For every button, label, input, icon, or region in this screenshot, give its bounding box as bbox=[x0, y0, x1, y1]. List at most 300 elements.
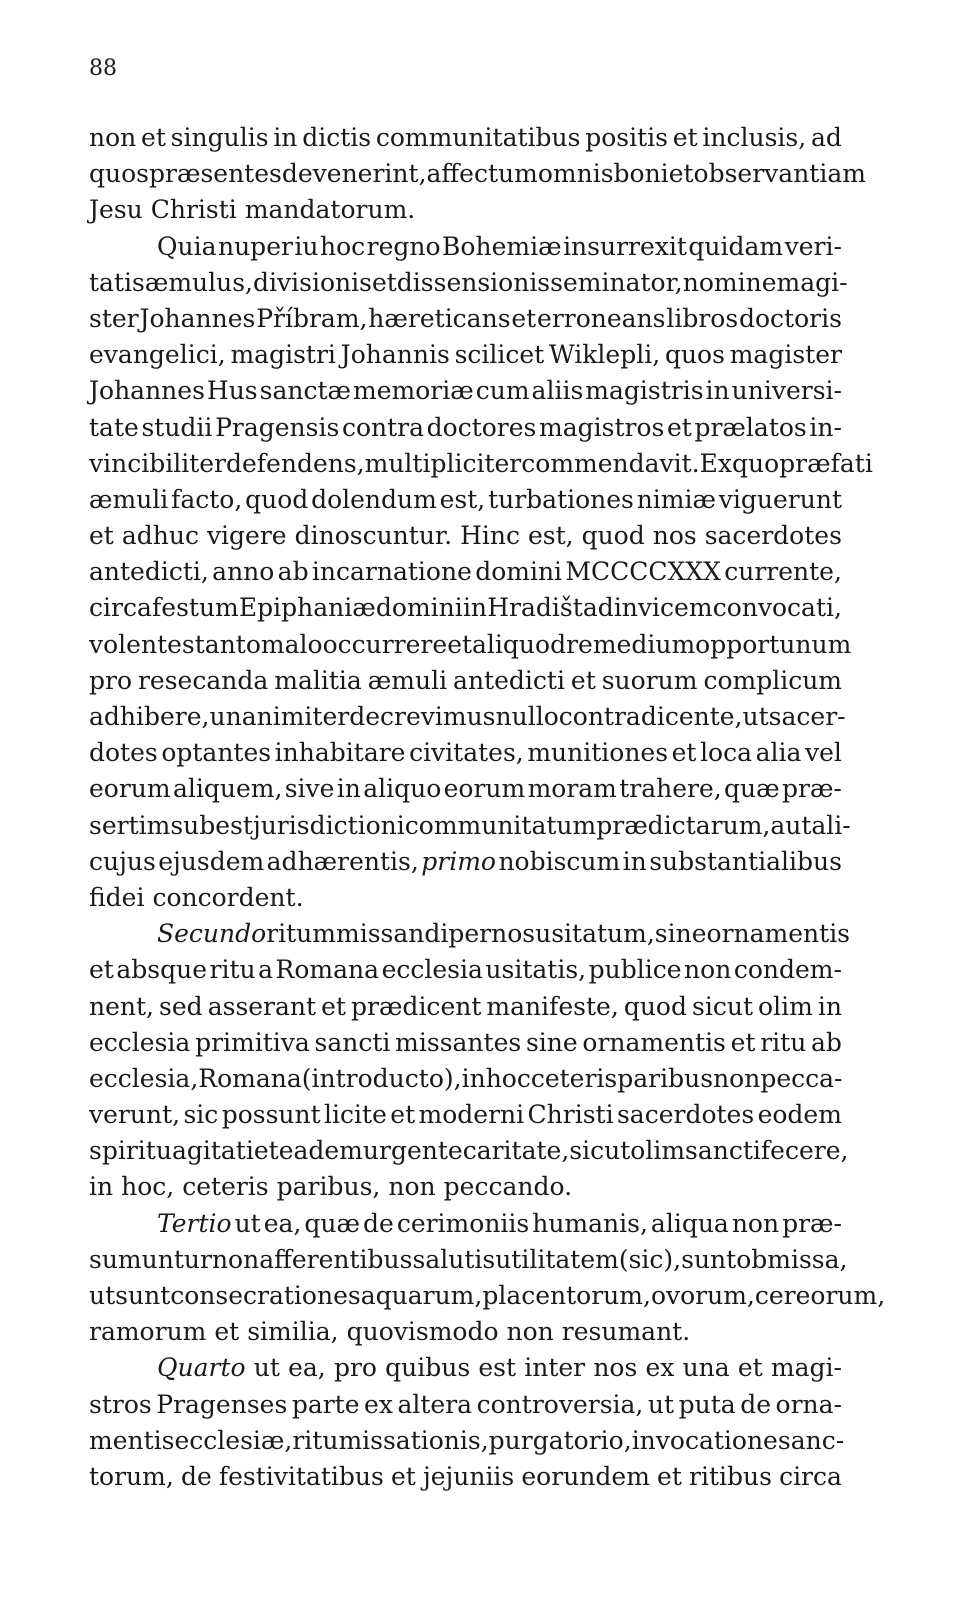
word: aquarum, bbox=[360, 1281, 483, 1310]
word: universi- bbox=[731, 376, 842, 406]
text-line bbox=[89, 1097, 842, 1133]
word: sertim bbox=[89, 810, 171, 840]
word: præfati bbox=[779, 448, 873, 478]
word: et bbox=[89, 521, 114, 551]
text-line bbox=[89, 156, 866, 192]
word: domini bbox=[475, 557, 563, 587]
word: præ- bbox=[782, 1208, 842, 1238]
word: peccando. bbox=[443, 1172, 573, 1202]
word: æmuli bbox=[89, 484, 169, 514]
italic-word: Secundo bbox=[157, 919, 267, 949]
word: et bbox=[672, 123, 698, 152]
word: quæ bbox=[724, 774, 780, 804]
text-line bbox=[89, 482, 842, 518]
word: Romana bbox=[198, 1063, 302, 1093]
word: (introducto), bbox=[301, 1063, 462, 1093]
word: cum bbox=[475, 376, 530, 406]
word: Johannes bbox=[139, 303, 256, 333]
word: nent, bbox=[89, 991, 154, 1021]
word: singulis bbox=[170, 123, 269, 152]
word: sicut bbox=[692, 991, 754, 1021]
word: absque bbox=[116, 955, 207, 985]
word: ornamentis bbox=[706, 919, 851, 949]
word: circa bbox=[89, 593, 152, 623]
word: complicum bbox=[703, 665, 842, 695]
text-line bbox=[89, 844, 842, 880]
word: dissensionis bbox=[396, 267, 551, 297]
word: ut bbox=[647, 1389, 675, 1419]
text-line bbox=[89, 301, 842, 337]
word: antedicti bbox=[453, 665, 565, 695]
word: resumant. bbox=[561, 1317, 691, 1347]
word: ovorum, bbox=[650, 1281, 755, 1310]
word: sine bbox=[654, 919, 707, 949]
word: in bbox=[462, 593, 488, 623]
word: quæ bbox=[304, 1208, 360, 1238]
word: et bbox=[371, 267, 397, 297]
word: nullo bbox=[495, 702, 559, 731]
word: Christi bbox=[527, 1100, 614, 1130]
word: commendavit. bbox=[521, 448, 700, 478]
word: purgatorio, bbox=[488, 1425, 632, 1455]
word: et bbox=[89, 955, 114, 985]
word: quos bbox=[664, 340, 725, 370]
word: aliquo bbox=[363, 774, 442, 804]
word: ritum bbox=[266, 919, 336, 949]
text-line bbox=[89, 590, 842, 626]
text-line bbox=[89, 1350, 842, 1386]
text-line bbox=[89, 1387, 842, 1423]
word: tatis bbox=[89, 267, 145, 297]
word: ut bbox=[253, 1353, 280, 1383]
text-line bbox=[89, 265, 848, 301]
word: in bbox=[273, 123, 298, 152]
word: paribus, bbox=[276, 1172, 381, 1202]
word: hæreticans bbox=[368, 303, 511, 333]
word: et bbox=[666, 412, 692, 442]
word: sunt bbox=[681, 1244, 737, 1274]
word: et bbox=[141, 123, 166, 152]
word: civitates, bbox=[409, 738, 524, 768]
word: ramorum bbox=[89, 1317, 207, 1347]
word: dinoscuntur. bbox=[294, 521, 453, 551]
word: sanctæ bbox=[259, 376, 352, 406]
word: non bbox=[506, 1317, 554, 1347]
word: vel bbox=[804, 738, 842, 768]
word: moram bbox=[527, 774, 617, 804]
word: ut bbox=[234, 1208, 261, 1238]
word: pro bbox=[89, 665, 133, 695]
word: remedium bbox=[566, 629, 696, 659]
word: ea, bbox=[263, 1208, 302, 1238]
word: magi- bbox=[776, 267, 848, 297]
word: in bbox=[89, 1172, 114, 1202]
word: ecclesia, bbox=[89, 1063, 199, 1093]
word: sumuntur bbox=[89, 1244, 212, 1274]
text-line bbox=[89, 627, 852, 663]
word: et bbox=[447, 629, 473, 659]
word: prælatos bbox=[694, 412, 807, 442]
word: ut bbox=[89, 1281, 116, 1310]
word: subest bbox=[170, 810, 253, 840]
word: Pragensis bbox=[215, 412, 340, 442]
word: sacer- bbox=[768, 702, 846, 731]
word: aliquod bbox=[472, 629, 567, 659]
word: Hinc bbox=[460, 521, 520, 551]
italic-word: Quarto bbox=[157, 1353, 246, 1383]
word: in bbox=[622, 846, 647, 876]
text-line bbox=[89, 1242, 848, 1278]
word: de bbox=[180, 1461, 212, 1491]
word: sine bbox=[525, 1027, 578, 1057]
word: doctores bbox=[426, 412, 537, 442]
word: Příbram, bbox=[256, 303, 368, 333]
word: unanimiter bbox=[209, 702, 350, 731]
word: et bbox=[321, 991, 346, 1021]
word: defendens, bbox=[226, 448, 365, 478]
word: sacerdotes bbox=[704, 521, 842, 551]
word: Romana bbox=[275, 955, 380, 985]
word: communitatum bbox=[404, 810, 597, 840]
word: cereorum, bbox=[754, 1281, 886, 1310]
word: non bbox=[89, 123, 137, 152]
word: boni bbox=[613, 159, 669, 189]
word: optantes bbox=[161, 738, 272, 768]
word: hoc bbox=[485, 1063, 531, 1093]
word: contra bbox=[341, 412, 424, 442]
word: puta bbox=[678, 1389, 736, 1419]
word: anno bbox=[212, 557, 275, 587]
word: cujus bbox=[89, 846, 156, 876]
word: sic bbox=[183, 1100, 219, 1130]
word: ecclesiæ, bbox=[174, 1425, 293, 1455]
word: aut bbox=[770, 810, 812, 840]
word: magistris bbox=[585, 376, 704, 406]
word: divisionis bbox=[253, 267, 372, 297]
word: ejusdem bbox=[158, 846, 265, 876]
word: erroneans bbox=[537, 303, 666, 333]
word: memoriæ bbox=[353, 376, 474, 406]
word: quo bbox=[732, 448, 780, 478]
word: tanto bbox=[194, 629, 261, 659]
word: et bbox=[737, 1353, 763, 1383]
word: doctoris bbox=[739, 303, 842, 333]
word: caritate, bbox=[462, 1136, 570, 1166]
word: non bbox=[731, 1208, 780, 1238]
text-line bbox=[89, 1169, 842, 1205]
word: aliis bbox=[531, 376, 584, 406]
word: Johannes bbox=[89, 376, 205, 406]
word: torum, bbox=[89, 1461, 174, 1491]
word: fidei bbox=[89, 882, 145, 912]
word: ecclesia bbox=[89, 1027, 191, 1057]
word: trahere, bbox=[619, 774, 722, 804]
word: magistri bbox=[230, 340, 336, 370]
text-line bbox=[89, 989, 842, 1025]
text-line bbox=[89, 1025, 842, 1061]
word: non bbox=[388, 1172, 436, 1202]
word: devenerint, bbox=[281, 159, 427, 189]
word: primitiva bbox=[195, 1027, 310, 1057]
word: sanc- bbox=[777, 1425, 845, 1455]
word: quod bbox=[581, 521, 645, 551]
word: nimiæ bbox=[636, 484, 716, 514]
word: ornamentis bbox=[582, 1027, 726, 1057]
word: omnis bbox=[537, 159, 614, 189]
word: missantes bbox=[395, 1027, 522, 1057]
word: utilitatem bbox=[495, 1244, 619, 1274]
word: et bbox=[390, 1461, 416, 1491]
word: ali- bbox=[811, 810, 851, 840]
word: manifeste, bbox=[486, 991, 619, 1021]
word: scilicet bbox=[454, 340, 545, 370]
word: ad bbox=[810, 123, 842, 152]
word: Wiklepli, bbox=[549, 340, 661, 370]
text-line bbox=[89, 410, 842, 446]
word: circa bbox=[779, 1461, 842, 1491]
word: æmuli bbox=[367, 665, 448, 695]
word: Ex bbox=[699, 448, 733, 478]
word: ab bbox=[811, 1027, 842, 1057]
word: Quia bbox=[157, 231, 217, 261]
word: et bbox=[253, 1136, 279, 1166]
word: præsentes bbox=[149, 159, 282, 189]
word: MCCCCXXX bbox=[565, 557, 721, 587]
word: sancti bbox=[685, 1136, 761, 1166]
word: libros bbox=[666, 303, 739, 333]
word: opportunum bbox=[695, 629, 852, 659]
word: prædicent bbox=[350, 991, 482, 1021]
word: eadem bbox=[278, 1136, 363, 1166]
word: hoc, bbox=[121, 1172, 175, 1202]
text-line bbox=[89, 337, 842, 373]
word: nuper bbox=[217, 231, 293, 261]
word: ut bbox=[742, 702, 769, 731]
word: nos bbox=[593, 1353, 638, 1383]
word: occurrere bbox=[322, 629, 448, 659]
word: non bbox=[713, 1063, 761, 1093]
word: ceteris bbox=[530, 1063, 618, 1093]
word: eorundem bbox=[521, 1461, 650, 1491]
text-line bbox=[89, 1061, 842, 1097]
word: missa, bbox=[767, 1244, 848, 1274]
word: loca bbox=[700, 738, 753, 768]
word: per bbox=[448, 919, 492, 949]
word: quibus bbox=[385, 1353, 471, 1383]
word: et bbox=[671, 738, 697, 768]
word: dolendum bbox=[311, 484, 437, 514]
page-number: 88 bbox=[89, 56, 117, 81]
word: iu bbox=[294, 231, 319, 261]
word: et bbox=[730, 1027, 756, 1057]
word: veri- bbox=[784, 231, 842, 261]
word: missandi bbox=[336, 919, 449, 949]
text-line bbox=[89, 446, 873, 482]
text-line bbox=[89, 120, 842, 156]
word: nobiscum bbox=[498, 846, 621, 876]
text-line bbox=[89, 735, 842, 771]
word: condem- bbox=[733, 955, 842, 985]
word: mandatorum. bbox=[244, 195, 416, 225]
word: præ- bbox=[781, 774, 842, 804]
word: evangelici, bbox=[89, 340, 226, 370]
text-line bbox=[89, 229, 842, 265]
word: dotes bbox=[89, 738, 158, 768]
word: facto, bbox=[171, 484, 243, 514]
word: in bbox=[461, 1063, 486, 1093]
word: licite bbox=[324, 1100, 387, 1130]
text-line bbox=[89, 192, 842, 228]
word: placentorum, bbox=[482, 1281, 651, 1310]
word: regno bbox=[366, 231, 441, 261]
word: nomine bbox=[682, 267, 777, 297]
word: orna- bbox=[775, 1389, 842, 1419]
word: alia bbox=[755, 738, 802, 768]
word: Hus bbox=[206, 376, 258, 406]
word: seminator, bbox=[550, 267, 683, 297]
word: inclusis, bbox=[702, 123, 807, 152]
word: munitiones bbox=[527, 738, 669, 768]
word: parte bbox=[291, 1389, 360, 1419]
word: sive bbox=[284, 774, 335, 804]
word: ecclesia bbox=[381, 955, 483, 985]
word: decrevimus bbox=[349, 702, 496, 731]
word: insurrexit bbox=[563, 231, 687, 261]
word: urgente bbox=[362, 1136, 463, 1166]
word: adhuc bbox=[121, 521, 199, 551]
word: quidam bbox=[688, 231, 784, 261]
word: dictis bbox=[302, 123, 372, 152]
word: eodem bbox=[757, 1100, 842, 1130]
word: usitatis, bbox=[485, 955, 587, 985]
word: et bbox=[668, 159, 694, 189]
word: vincibiliter bbox=[89, 448, 226, 478]
word: jurisdictioni bbox=[252, 810, 405, 840]
word: missationis, bbox=[338, 1425, 489, 1455]
word: suorum bbox=[601, 665, 698, 695]
word: adhærentis, bbox=[266, 846, 419, 876]
word: ceteris bbox=[182, 1172, 269, 1202]
word: ster bbox=[89, 303, 139, 333]
word: viguerunt bbox=[718, 484, 842, 514]
word: malo bbox=[260, 629, 323, 659]
text-line bbox=[89, 1314, 842, 1350]
word: humanis, bbox=[532, 1208, 648, 1238]
text-line bbox=[89, 1133, 849, 1169]
word: resecanda bbox=[137, 665, 269, 695]
word: asserant bbox=[207, 991, 317, 1021]
word: concordent. bbox=[152, 882, 304, 912]
word: publice bbox=[588, 955, 682, 985]
word: tate bbox=[89, 412, 139, 442]
word: currente, bbox=[724, 557, 842, 587]
text-line bbox=[89, 373, 842, 409]
word: sacerdotes bbox=[616, 1100, 755, 1130]
word: una bbox=[682, 1353, 730, 1383]
word: æmulus, bbox=[144, 267, 254, 297]
text-line bbox=[89, 952, 842, 988]
word: ritu bbox=[760, 1027, 807, 1057]
word: Johannis bbox=[340, 340, 450, 370]
word: possunt bbox=[221, 1100, 321, 1130]
word: altera bbox=[397, 1389, 473, 1419]
word: incarnatione bbox=[311, 557, 472, 587]
word: mentis bbox=[89, 1425, 175, 1455]
word: domini bbox=[375, 593, 463, 623]
word: Pragenses bbox=[156, 1389, 288, 1419]
word: est, bbox=[439, 484, 486, 514]
word: convocati, bbox=[712, 593, 842, 623]
word: vigere bbox=[206, 521, 287, 551]
text-line bbox=[89, 771, 842, 807]
word: et bbox=[570, 665, 596, 695]
text-line bbox=[89, 554, 842, 590]
word: in bbox=[817, 991, 842, 1021]
word: sunt bbox=[115, 1281, 171, 1310]
text-line bbox=[89, 916, 851, 952]
word: in bbox=[336, 774, 361, 804]
word: aliqua bbox=[650, 1208, 729, 1238]
word: antedicti, bbox=[89, 557, 209, 587]
word: ritu bbox=[292, 1425, 339, 1455]
word: inhabitare bbox=[274, 738, 406, 768]
word: de bbox=[363, 1208, 394, 1238]
word: quos bbox=[89, 159, 149, 189]
italic-word: primo bbox=[421, 846, 496, 876]
word: paribus bbox=[617, 1063, 714, 1093]
word: Hradišt bbox=[487, 593, 583, 623]
word: usitatum, bbox=[535, 919, 655, 949]
word: de bbox=[740, 1389, 771, 1419]
word: sed bbox=[159, 991, 203, 1021]
text-line bbox=[89, 663, 842, 699]
word: Jesu bbox=[89, 195, 143, 225]
word: est bbox=[478, 1353, 517, 1383]
word: affectum bbox=[426, 159, 538, 189]
word: ob bbox=[736, 1244, 768, 1274]
word: olim bbox=[630, 1136, 686, 1166]
word: eorum bbox=[443, 774, 526, 804]
word: similia, bbox=[247, 1317, 339, 1347]
word: magister bbox=[729, 340, 842, 370]
word: verunt, bbox=[89, 1100, 181, 1130]
word: cerimoniis bbox=[396, 1208, 530, 1238]
word: hoc bbox=[320, 231, 366, 261]
word: volentes bbox=[89, 629, 195, 659]
word: in- bbox=[809, 412, 842, 442]
word: a bbox=[258, 955, 274, 985]
word: nos bbox=[652, 521, 697, 551]
word: Epiphaniæ bbox=[238, 593, 376, 623]
word: moderni bbox=[418, 1100, 525, 1130]
word: et bbox=[390, 1100, 416, 1130]
word: festivitatibus bbox=[218, 1461, 384, 1491]
word: quod bbox=[623, 991, 687, 1021]
word: magistros bbox=[539, 412, 665, 442]
word: nos bbox=[491, 919, 536, 949]
word: pecca- bbox=[760, 1063, 843, 1093]
word: et bbox=[657, 1461, 682, 1491]
word: prædictarum, bbox=[596, 810, 771, 840]
word: ritu bbox=[209, 955, 256, 985]
word: est, bbox=[527, 521, 574, 551]
word: pro bbox=[333, 1353, 377, 1383]
word: controversia, bbox=[476, 1389, 644, 1419]
body-text bbox=[89, 120, 886, 1495]
word: et bbox=[214, 1317, 240, 1347]
word: quovismodo bbox=[346, 1317, 499, 1347]
word: fecere, bbox=[760, 1136, 849, 1166]
